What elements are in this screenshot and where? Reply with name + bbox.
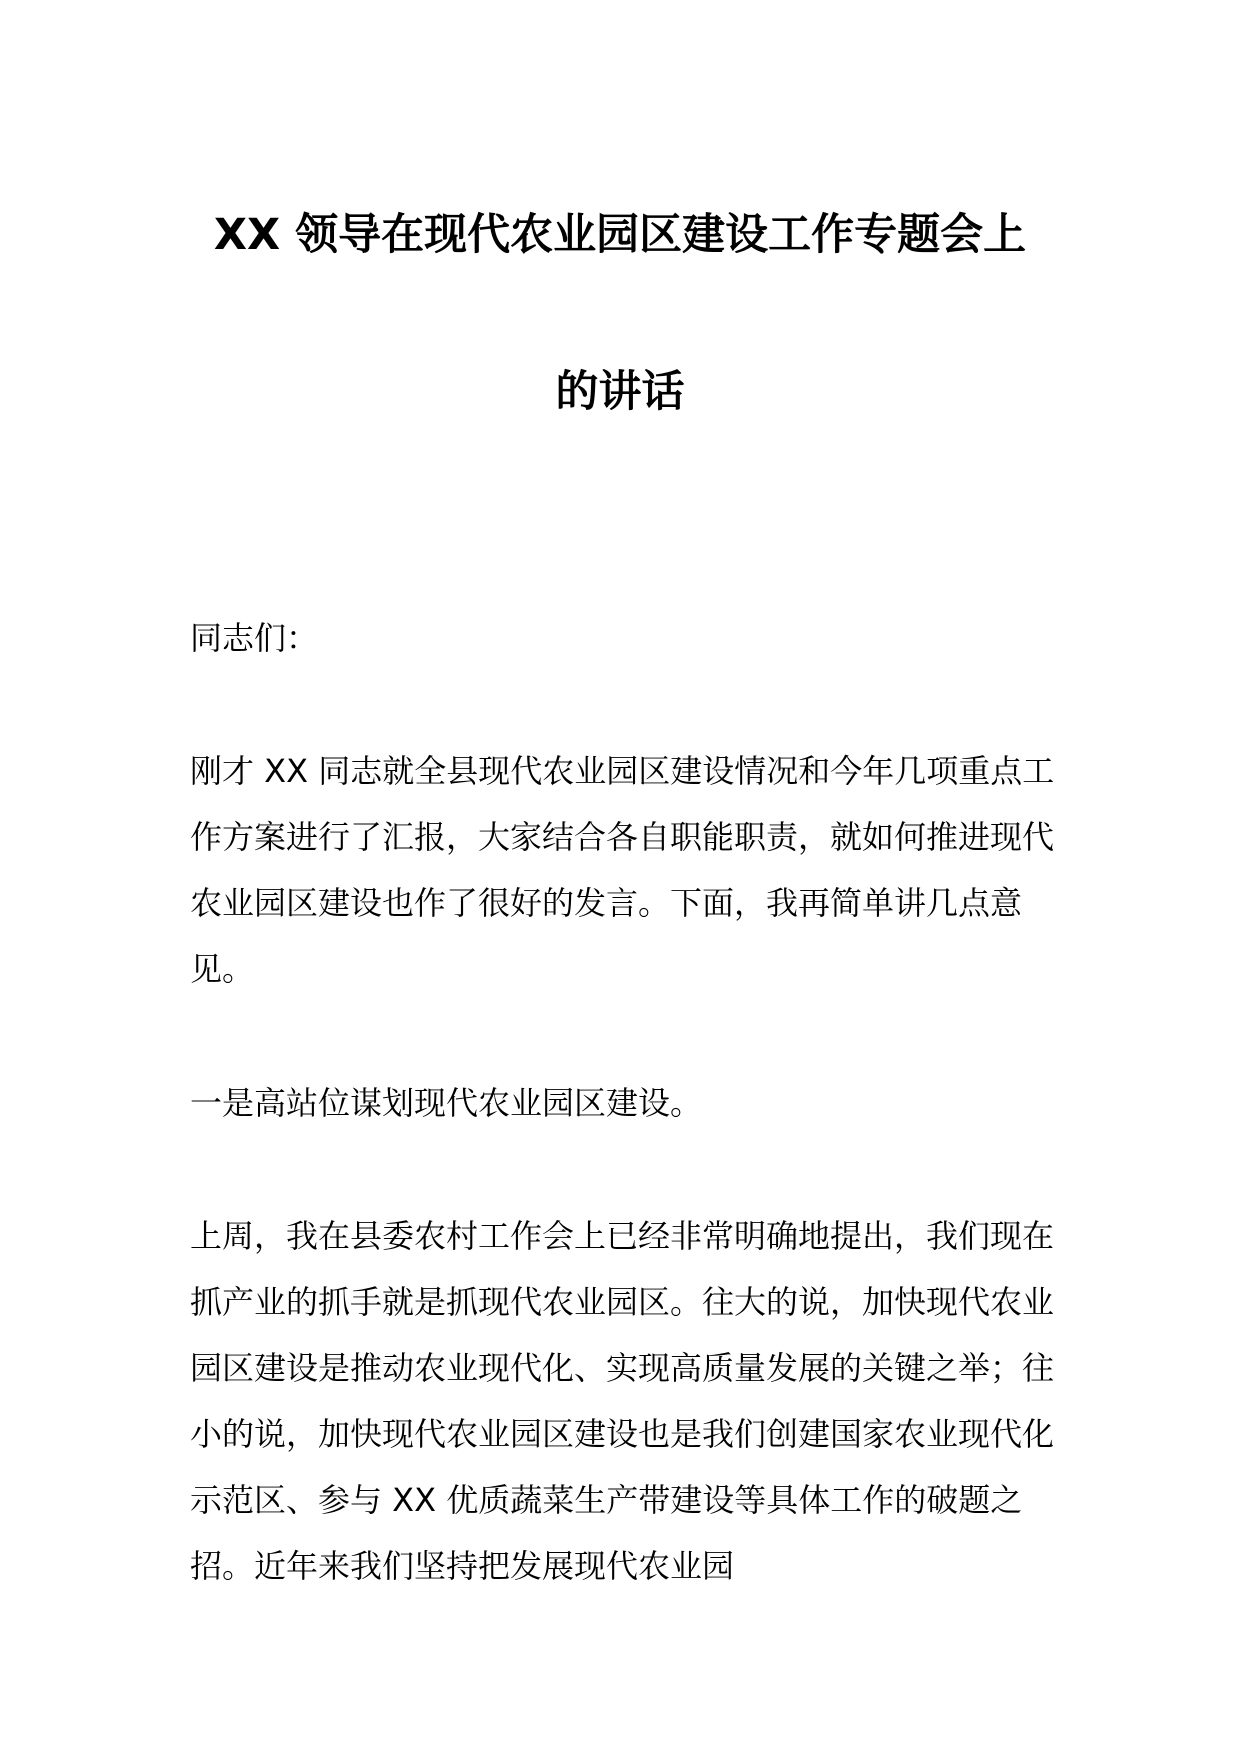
section-heading-1: 一是高站位谋划现代农业园区建设。: [190, 1084, 703, 1122]
document-title-line-1: XX 领导在现代农业园区建设工作专题会上: [213, 210, 1027, 260]
document-title-line-2: 的讲话: [555, 367, 685, 417]
greeting: 同志们：: [190, 619, 319, 657]
paragraph-intro: 刚才 XX 同志就全县现代农业园区建设情况和今年几项重点工作方案进行了汇报，大家结合各自职能职责，就如何推进现代农业园区建设也作了很好的发言。下面，我再简单讲几点意见。: [190, 752, 1055, 988]
paragraph-section-1: 上周，我在县委农村工作会上已经非常明确地提出，我们现在抓产业的抓手就是抓现代农业园区。往大的说，加快现代农业园区建设是推动农业现代化、实现高质量发展的关键之举；往小的说，加快现代农业园区建设也是我们创建国家农业现代化示范区、参与 XX 优质蔬菜生产带建设等具体工作的破题之招。近年来我们坚持把发展现代农业园: [190, 1217, 1055, 1585]
